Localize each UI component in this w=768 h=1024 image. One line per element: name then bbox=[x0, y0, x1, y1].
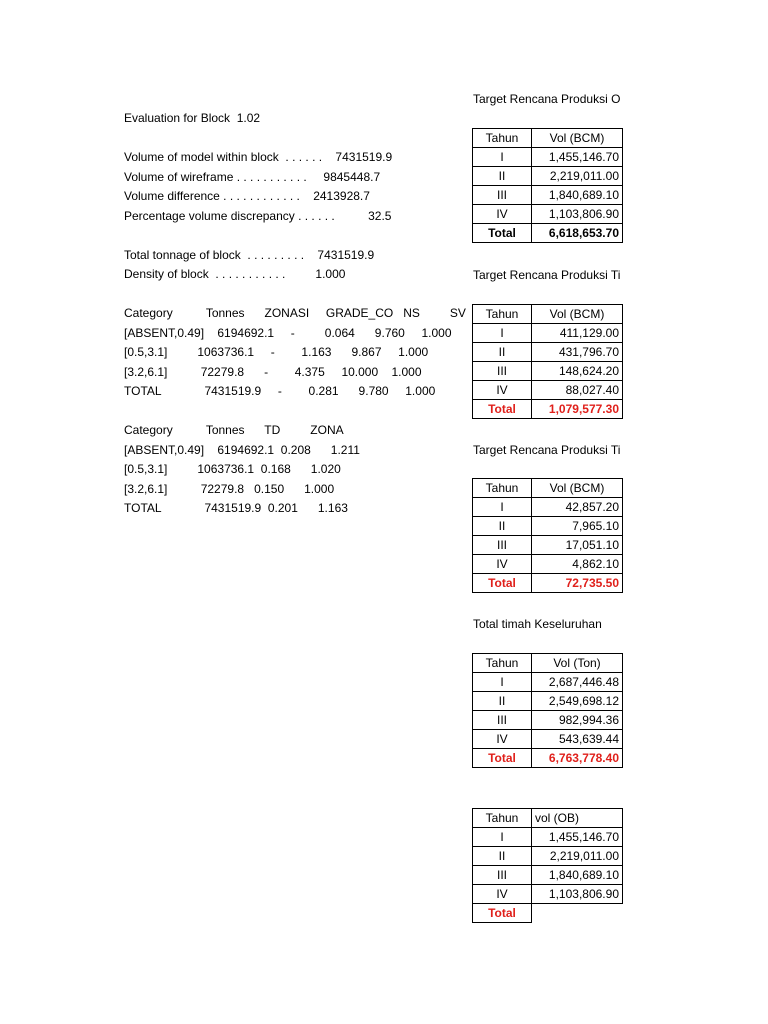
table-row: IV 543,639.44 bbox=[473, 730, 623, 749]
table-row: III 1,840,689.10 bbox=[473, 186, 623, 205]
table-total-row: Total 6,763,778.40 bbox=[473, 749, 623, 768]
category-header-2: Category Tonnes TD ZONA bbox=[124, 423, 344, 437]
table-row: IV 88,027.40 bbox=[473, 381, 623, 400]
table-title: Target Rencana Produksi Ti bbox=[473, 268, 621, 282]
table-row: II 431,796.70 bbox=[473, 343, 623, 362]
volume-wireframe-line: Volume of wireframe . . . . . . . . . . . 9845448.7 bbox=[124, 169, 381, 184]
table-row: I 1,455,146.70 bbox=[473, 148, 623, 167]
overburden-table bbox=[472, 808, 623, 923]
table-row: II 2,219,011.00 bbox=[473, 167, 623, 186]
table-total-row: Total 1,079,577.30 bbox=[473, 400, 623, 419]
block-evaluation-report bbox=[124, 109, 466, 519]
category-header-1: Category Tonnes ZONASI GRADE_CO NS SV bbox=[124, 306, 466, 320]
production-table-3 bbox=[472, 478, 623, 593]
category-total-row: TOTAL 7431519.9 0.201 1.163 bbox=[124, 501, 348, 515]
table-row: III 148,624.20 bbox=[473, 362, 623, 381]
column-header-vol: Vol (BCM) bbox=[532, 129, 623, 148]
column-header-vol: Vol (BCM) bbox=[532, 479, 623, 498]
table-row: II 2,219,011.00 bbox=[473, 847, 623, 866]
category-row: [3.2,6.1] 72279.8 - 4.375 10.000 1.000 bbox=[124, 364, 422, 379]
column-header-tahun: Tahun bbox=[473, 654, 532, 673]
volume-model-line: Volume of model within block . . . . . . 7431519.9 bbox=[124, 150, 393, 164]
table-title: Target Rencana Produksi Ti bbox=[473, 443, 621, 457]
table-row: IV 1,103,806.90 bbox=[473, 885, 623, 904]
table-row: I 1,455,146.70 bbox=[473, 828, 623, 847]
column-header-vol: Vol (Ton) bbox=[532, 654, 623, 673]
category-row: [ABSENT,0.49] 6194692.1 - 0.064 9.760 1.000 bbox=[124, 325, 452, 340]
column-header-tahun: Tahun bbox=[473, 129, 532, 148]
report-title: Evaluation for Block 1.02 bbox=[124, 111, 261, 125]
table-row: I 2,687,446.48 bbox=[473, 673, 623, 692]
column-header-tahun: Tahun bbox=[473, 305, 532, 324]
category-row: [ABSENT,0.49] 6194692.1 0.208 1.211 bbox=[124, 442, 360, 457]
table-row: III 17,051.10 bbox=[473, 536, 623, 555]
column-header-tahun: Tahun bbox=[473, 809, 532, 828]
column-header-vol-ob: vol (OB) bbox=[532, 809, 623, 828]
table-row: II 7,965.10 bbox=[473, 517, 623, 536]
table-row: IV 1,103,806.90 bbox=[473, 205, 623, 224]
tin-total-table bbox=[472, 653, 623, 768]
category-row: [0.5,3.1] 1063736.1 0.168 1.020 bbox=[124, 462, 341, 476]
table-total-row: Total 72,735.50 bbox=[473, 574, 623, 593]
table-row: III 1,840,689.10 bbox=[473, 866, 623, 885]
table-row: IV 4,862.10 bbox=[473, 555, 623, 574]
table-row: I 42,857.20 bbox=[473, 498, 623, 517]
production-table-1 bbox=[472, 128, 623, 243]
blank-line bbox=[124, 402, 466, 422]
volume-difference-line: Volume difference . . . . . . . . . . . . 2413928.7 bbox=[124, 189, 370, 203]
blank-line bbox=[124, 129, 466, 149]
category-row: [3.2,6.1] 72279.8 0.150 1.000 bbox=[124, 481, 335, 496]
table-title: Total timah Keseluruhan bbox=[473, 617, 602, 631]
column-header-tahun: Tahun bbox=[473, 479, 532, 498]
production-table-2 bbox=[472, 304, 623, 419]
table-title: Target Rencana Produksi O bbox=[473, 92, 621, 106]
percentage-discrepancy-line: Percentage volume discrepancy . . . . . . 32.5 bbox=[124, 208, 392, 223]
blank-line bbox=[124, 226, 466, 246]
table-row: I 411,129.00 bbox=[473, 324, 623, 343]
blank-line bbox=[124, 285, 466, 305]
total-tonnage-line: Total tonnage of block . . . . . . . . . 7431519.9 bbox=[124, 247, 375, 262]
table-total-row: Total bbox=[473, 904, 623, 923]
table-total-row: Total 6,618,653.70 bbox=[473, 224, 623, 243]
column-header-vol: Vol (BCM) bbox=[532, 305, 623, 324]
table-row: III 982,994.36 bbox=[473, 711, 623, 730]
density-line: Density of block . . . . . . . . . . . 1.000 bbox=[124, 267, 346, 281]
category-total-row: TOTAL 7431519.9 - 0.281 9.780 1.000 bbox=[124, 384, 436, 398]
category-row: [0.5,3.1] 1063736.1 - 1.163 9.867 1.000 bbox=[124, 345, 429, 359]
table-row: II 2,549,698.12 bbox=[473, 692, 623, 711]
